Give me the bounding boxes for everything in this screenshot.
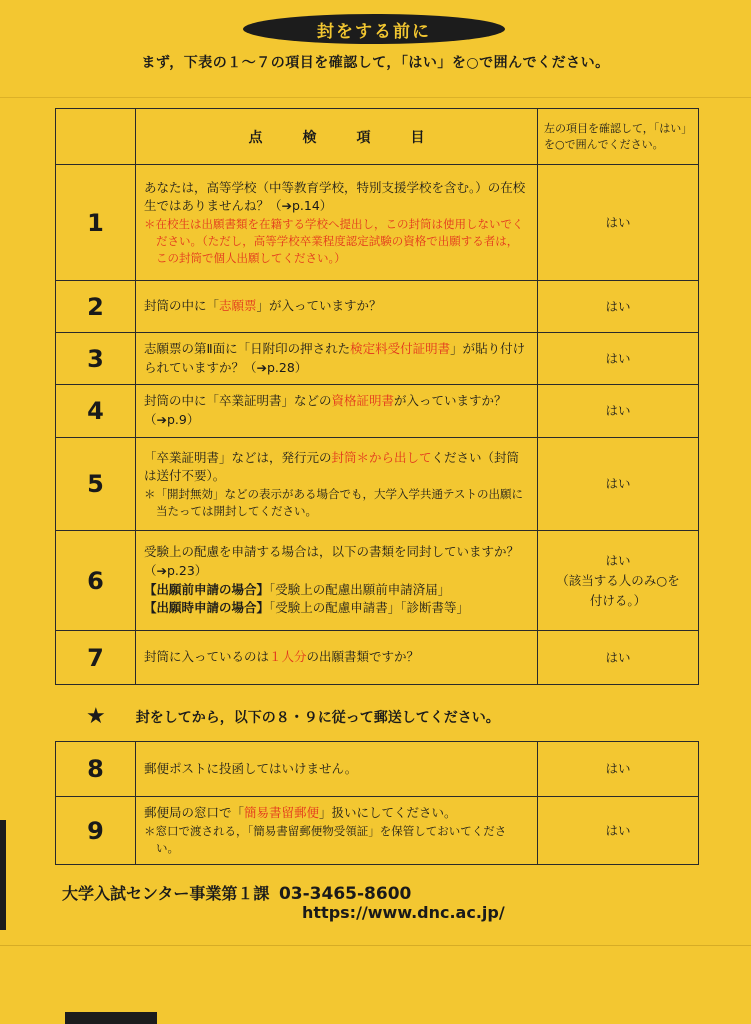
row-highlight: 封筒＊から出して <box>331 449 432 465</box>
row-body <box>136 281 538 333</box>
row-body <box>136 438 538 531</box>
row-text: の出願書類ですか？ <box>306 649 420 665</box>
mailing-instruction <box>86 704 500 729</box>
row-body <box>136 531 538 631</box>
table-row <box>56 797 699 865</box>
row-number: 8 <box>56 742 136 797</box>
edge-tab <box>0 820 6 930</box>
header-answer: 左の項目を確認して，「はい」を○で囲んでください。 <box>538 109 699 165</box>
star-icon: ★ <box>86 704 106 729</box>
row-text: 封筒に入っているのは <box>144 649 270 665</box>
row-text: 封筒の中に「 <box>144 298 220 314</box>
row-text: 郵便局の窓口で「 <box>144 805 245 821</box>
intro-text: まず，下表の１～７の項目を確認して，「はい」を○で囲んでください。 <box>141 55 610 71</box>
answer-yes[interactable]: はい <box>538 631 699 685</box>
row-text: 」扱いにしてください。 <box>319 805 457 821</box>
row-body <box>136 165 538 281</box>
checklist-table <box>55 108 699 685</box>
row-number: 3 <box>56 333 136 385</box>
row-number: 4 <box>56 385 136 438</box>
answer-yes[interactable]: はい <box>538 438 699 531</box>
header-item: 点検項目 <box>136 109 538 165</box>
row-highlight: １人分 <box>269 649 307 665</box>
answer-yes[interactable]: はい <box>605 552 631 568</box>
row-body <box>136 631 538 685</box>
table-row <box>56 165 699 281</box>
row-highlight: 検定料受付証明書 <box>350 340 451 356</box>
bottom-bar <box>65 1012 157 1024</box>
row-label: 【出願時申請の場合】 <box>144 600 270 616</box>
mailing-text: 封をしてから，以下の８・９に従って郵送してください。 <box>135 709 500 726</box>
row-text: 「受験上の配慮申請書」「診断書等」 <box>269 600 470 616</box>
row-number: 6 <box>56 531 136 631</box>
row-highlight: 資格証明書 <box>331 393 395 409</box>
row-text: 」が入っていますか？ <box>256 298 382 314</box>
row-text: 受験上の配慮を申請する場合は，以下の書類を同封していますか？（➔p.23） <box>144 544 520 578</box>
table-row <box>56 385 699 438</box>
row-text: 志願票の第Ⅱ面に「日附印の押された <box>144 340 351 356</box>
table-row <box>56 438 699 531</box>
row-number: 7 <box>56 631 136 685</box>
answer-cell <box>538 531 699 631</box>
table-row <box>56 531 699 631</box>
answer-yes[interactable]: はい <box>538 165 699 281</box>
row-number: 1 <box>56 165 136 281</box>
answer-yes[interactable]: はい <box>538 281 699 333</box>
page-title: 封をする前に <box>243 14 505 44</box>
table-row <box>56 281 699 333</box>
header-blank-cell <box>56 109 136 165</box>
row-label: 【出願前申請の場合】 <box>144 581 270 597</box>
footer-phone: 03-3465-8600 <box>278 884 412 904</box>
row-text: 郵便ポストに投函してはいけません。 <box>136 742 538 797</box>
row-number: 5 <box>56 438 136 531</box>
row-body <box>136 797 538 865</box>
row-text: ください（封筒は送付不要）。 <box>144 449 520 484</box>
mailing-table <box>55 741 699 865</box>
row-body <box>136 333 538 385</box>
answer-yes[interactable]: はい <box>538 797 699 865</box>
footer-org: 大学入試センター事業第１課 <box>62 884 270 903</box>
row-note: ＊「開封無効」などの表示がある場合でも，大学入学共通テストの出願に当たっては開封してください。 <box>144 487 524 518</box>
answer-yes[interactable]: はい <box>538 742 699 797</box>
row-highlight: 簡易書留郵便 <box>244 805 320 821</box>
table-row <box>56 333 699 385</box>
footer-url[interactable]: https://www.dnc.ac.jp/ <box>302 903 505 922</box>
row-text: 封筒の中に「卒業証明書」などの <box>144 393 332 409</box>
row-text: 「受験上の配慮出願前申請済届」 <box>269 581 451 597</box>
row-text: が入っていますか？（➔p.9） <box>144 393 507 427</box>
row-number: 2 <box>56 281 136 333</box>
row-highlight: 志願票 <box>219 298 257 314</box>
row-text: あなたは，高等学校（中等教育学校，特別支援学校を含む。）の在校生ではありませんね？（➔p.14） <box>144 179 526 214</box>
row-number: 9 <box>56 797 136 865</box>
table-row <box>56 742 699 797</box>
row-note: ＊在校生は出願書類を在籍する学校へ提出し，この封筒は使用しないでください。（ただし，高等学校卒業程度認定試験の資格で出願する者は，この封筒で個人出願してください。） <box>144 217 524 265</box>
answer-note: （該当する人のみ○を付ける。） <box>556 572 680 608</box>
answer-yes[interactable]: はい <box>538 333 699 385</box>
row-text: 」が貼り付けられていますか？（➔p.28） <box>144 340 526 375</box>
answer-yes[interactable]: はい <box>538 385 699 438</box>
row-text: 「卒業証明書」などは，発行元の <box>144 449 332 465</box>
footer-contact <box>62 881 411 904</box>
row-body <box>136 385 538 438</box>
table-row <box>56 631 699 685</box>
row-note: ＊窓口で渡される，「簡易書留郵便物受領証」を保管しておいてください。 <box>144 824 507 855</box>
table-header-row <box>56 109 699 165</box>
